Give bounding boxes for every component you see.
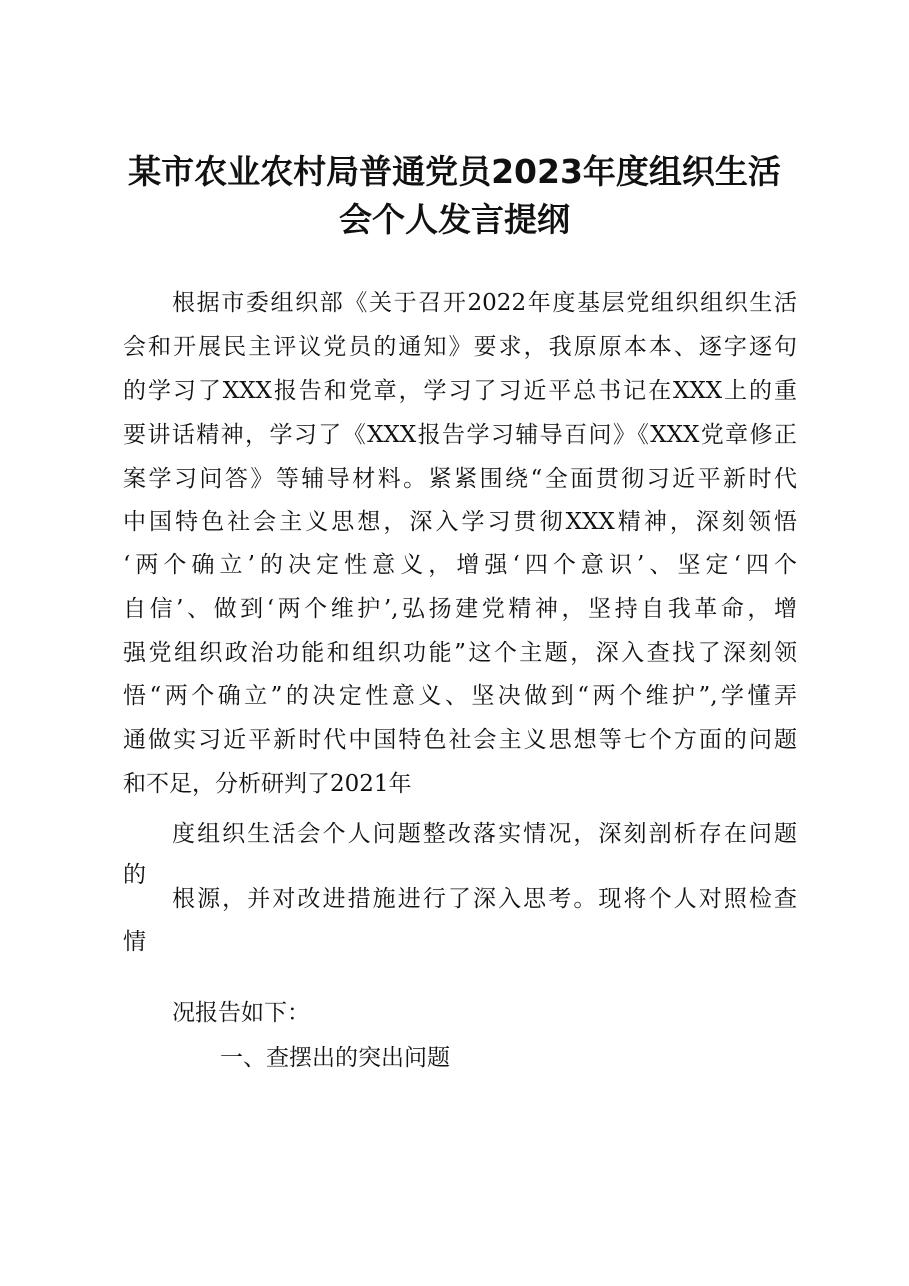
section-heading: 一、查摆出的突出问题 (220, 1045, 450, 1071)
paragraph-line: 案学习问答》等辅导材料。紧紧围绕“全面贯彻习近平新时代 (123, 466, 797, 492)
paragraph-line: 和不足，分析研判了2021年 (123, 771, 412, 797)
paragraph-line: 度组织生活会个人问题整改落实情况，深刻剖析存在问题 (172, 821, 797, 847)
paragraph-line: 中国特色社会主义思想，深入学习贯彻XXX精神，深刻领悟 (123, 509, 797, 535)
paragraph-line: 要讲话精神，学习了《XXX报告学习辅导百问》《XXX党章修正 (123, 422, 797, 448)
paragraph-line: 根源，并对改进措施进行了深入思考。现将个人对照检查 (172, 886, 797, 912)
paragraph-line: 的 (123, 862, 146, 888)
paragraph-line: 自信’、做到‘两个维护’,弘扬建党精神，坚持自我革命，增 (123, 596, 797, 622)
document-title-line-1: 某市农业农村局普通党员2023年度组织生活 (128, 152, 781, 191)
paragraph-line: 悟“两个确立”的决定性意义、坚决做到“两个维护”,学懂弄 (123, 683, 797, 709)
paragraph-line: 根据市委组织部《关于召开2022年度基层党组织组织生活 (172, 290, 797, 316)
paragraph-line: 的学习了XXX报告和党章，学习了习近平总书记在XXX上的重 (123, 378, 797, 404)
document-title-line-2: 会个人发言提纲 (339, 200, 570, 239)
paragraph-line: 通做实习近平新时代中国特色社会主义思想等七个方面的问题 (123, 727, 797, 753)
paragraph-line: 强党组织政治功能和组织功能”这个主题，深入查找了深刻领 (123, 640, 797, 666)
paragraph-line: 情 (123, 929, 146, 955)
paragraph-line: ‘两个确立’的决定性意义，增强‘四个意识’、坚定‘四个 (123, 552, 797, 578)
paragraph-line: 况报告如下： (172, 1000, 310, 1026)
paragraph-line: 会和开展民主评议党员的通知》要求，我原原本本、逐字逐句 (123, 334, 797, 360)
